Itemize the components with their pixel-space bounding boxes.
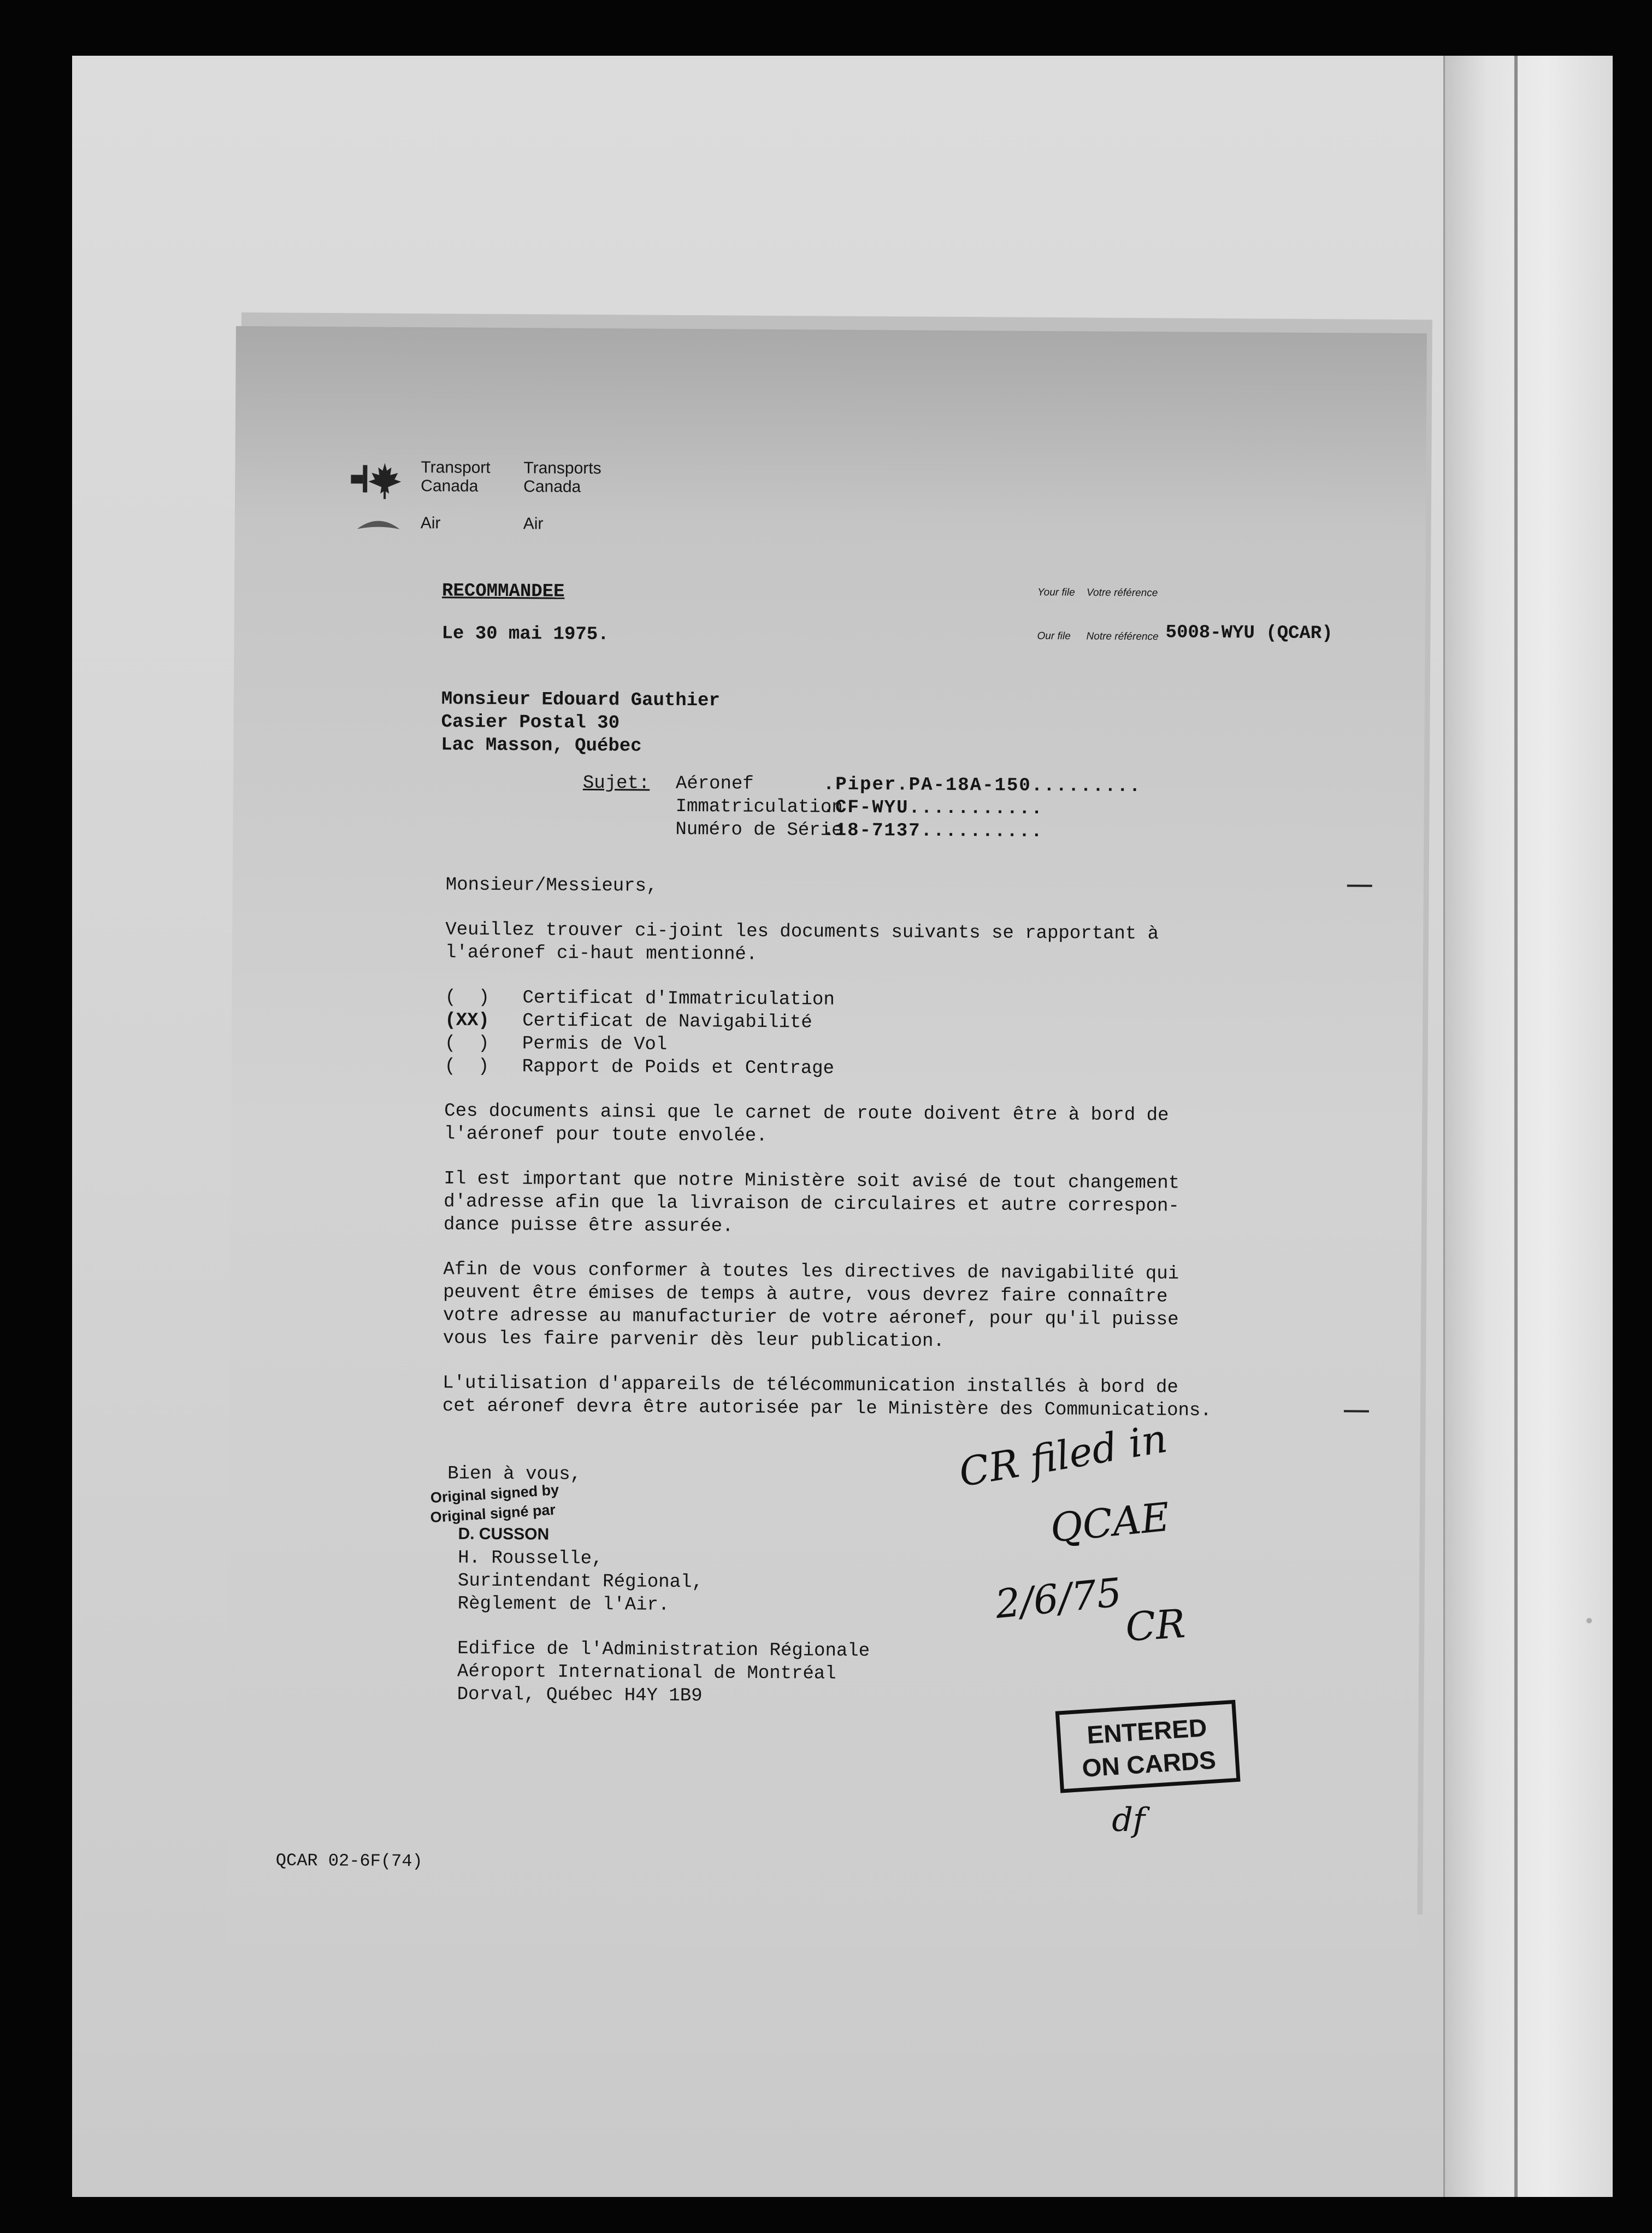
- para3-line-1: Afin de vous conformer à toutes les directives de navigabilité qui: [443, 1259, 1179, 1285]
- stamp-line-2: ON CARDS: [1081, 1745, 1217, 1782]
- archive-card: [72, 56, 1613, 2197]
- para3-line-4: vous les faire parvenir dès leur publication.: [442, 1328, 945, 1352]
- para2-line-1: Il est important que notre Ministère soit avisé de tout changement: [444, 1168, 1180, 1194]
- para1-line-2: l'aéronef pour toute envolée.: [444, 1124, 768, 1147]
- para3-line-3: votre adresse au manufacturier de votre aéronef, pour qu'il puisse: [442, 1305, 1179, 1331]
- letter-date: Le 30 mai 1975.: [441, 623, 609, 646]
- checklist-mark-3: ( ): [444, 1033, 489, 1054]
- dept-name-en-1: Transport: [421, 458, 491, 477]
- addressee-line-3: Lac Masson, Québec: [441, 735, 642, 757]
- form-number: QCAR 02-6F(74): [275, 1850, 423, 1872]
- handwritten-initials-df: df: [1112, 1800, 1146, 1840]
- signer-title: Surintendant Régional,: [457, 1570, 703, 1593]
- signer-department: Règlement de l'Air.: [457, 1593, 670, 1616]
- checklist-label-1: Certificat d'Immatriculation: [522, 988, 835, 1011]
- film-speck: [1586, 1618, 1592, 1623]
- dept-name-fr-2: Canada: [523, 477, 581, 496]
- para3-line-2: peuvent être émises de temps à autre, vous devrez faire connaître: [443, 1282, 1168, 1308]
- margin-tick: [1344, 1410, 1369, 1412]
- para4-line-1: L'utilisation d'appareils de télécommunication installés à bord de: [442, 1373, 1178, 1398]
- addressee-line-1: Monsieur Edouard Gauthier: [441, 689, 721, 712]
- checklist-label-2: Certificat de Navigabilité: [522, 1011, 812, 1033]
- branch-fr: Air: [523, 515, 544, 533]
- margin-tick: [1347, 884, 1372, 887]
- complimentary-close: Bien à vous,: [447, 1463, 582, 1485]
- subject-label: Sujet:: [582, 772, 650, 794]
- canada-flag-icon: [351, 460, 403, 500]
- signed-stamp-en: Original signed by: [429, 1481, 559, 1507]
- subject-registration-value: .CF-WYU...........: [823, 797, 1044, 820]
- our-file-value: 5008-WYU (QCAR): [1165, 622, 1333, 645]
- subject-registration-label: Immatriculation: [675, 796, 843, 818]
- handwritten-office: QCAE: [1048, 1493, 1172, 1551]
- subject-aircraft-value: .Piper.PA-18A-150.........: [823, 774, 1142, 798]
- salutation: Monsieur/Messieurs,: [445, 875, 658, 897]
- checklist-label-4: Rapport de Poids et Centrage: [522, 1056, 835, 1079]
- checklist-mark-4: ( ): [444, 1056, 489, 1077]
- signer-stamp: D. CUSSON: [458, 1525, 550, 1544]
- subject-serial-label: Numéro de Série: [675, 819, 843, 841]
- air-wing-icon: [354, 512, 403, 535]
- handwritten-initials-cr: CR: [1124, 1600, 1187, 1650]
- entered-on-cards-stamp: [1055, 1700, 1241, 1793]
- para2-line-3: dance puisse être assurée.: [443, 1214, 734, 1237]
- your-file-label: Your file: [1037, 586, 1075, 599]
- intro-line-1: Veuillez trouver ci-joint les documents suivants se rapportant à: [445, 919, 1159, 945]
- dept-name-en-2: Canada: [421, 477, 479, 495]
- office-address-2: Aéroport International de Montréal: [457, 1661, 836, 1685]
- office-address-1: Edifice de l'Administration Régionale: [457, 1638, 870, 1662]
- addressee-line-2: Casier Postal 30: [441, 712, 620, 734]
- signer-name: H. Rousselle,: [458, 1547, 603, 1570]
- para4-line-2: cet aéronef devra être autorisée par le Ministère des Communications.: [442, 1396, 1212, 1421]
- card-edge-strip: [1443, 56, 1613, 2197]
- registered-mail-label: RECOMMANDEE: [441, 581, 565, 602]
- handwritten-filed-note: CR filed in: [955, 1415, 1171, 1496]
- letter-sheet: [226, 326, 1427, 1950]
- intro-line-2: l'aéronef ci-haut mentionné.: [445, 942, 758, 965]
- dept-name-fr-1: Transports: [523, 459, 601, 478]
- card-edge-line: [1514, 56, 1518, 2197]
- checklist-label-3: Permis de Vol: [522, 1033, 668, 1055]
- checklist-mark-1: ( ): [445, 987, 490, 1008]
- our-file-label: Our file: [1037, 630, 1071, 642]
- para2-line-2: d'adresse afin que la livraison de circulaires et autre correspon-: [444, 1191, 1179, 1217]
- signed-stamp-fr: Original signé par: [429, 1501, 556, 1526]
- stamp-line-1: ENTERED: [1086, 1713, 1208, 1750]
- our-file-label-fr: Notre référence: [1086, 630, 1159, 643]
- your-file-label-fr: Votre référence: [1086, 587, 1158, 599]
- handwritten-date: 2/6/75: [993, 1569, 1124, 1628]
- checklist-mark-2: (XX): [445, 1010, 489, 1031]
- subject-aircraft-label: Aéronef: [675, 773, 754, 795]
- subject-serial-value: .18-7137..........: [823, 820, 1043, 843]
- office-address-3: Dorval, Québec H4Y 1B9: [457, 1684, 703, 1707]
- branch-en: Air: [420, 514, 441, 533]
- para1-line-1: Ces documents ainsi que le carnet de route doivent être à bord de: [444, 1101, 1169, 1126]
